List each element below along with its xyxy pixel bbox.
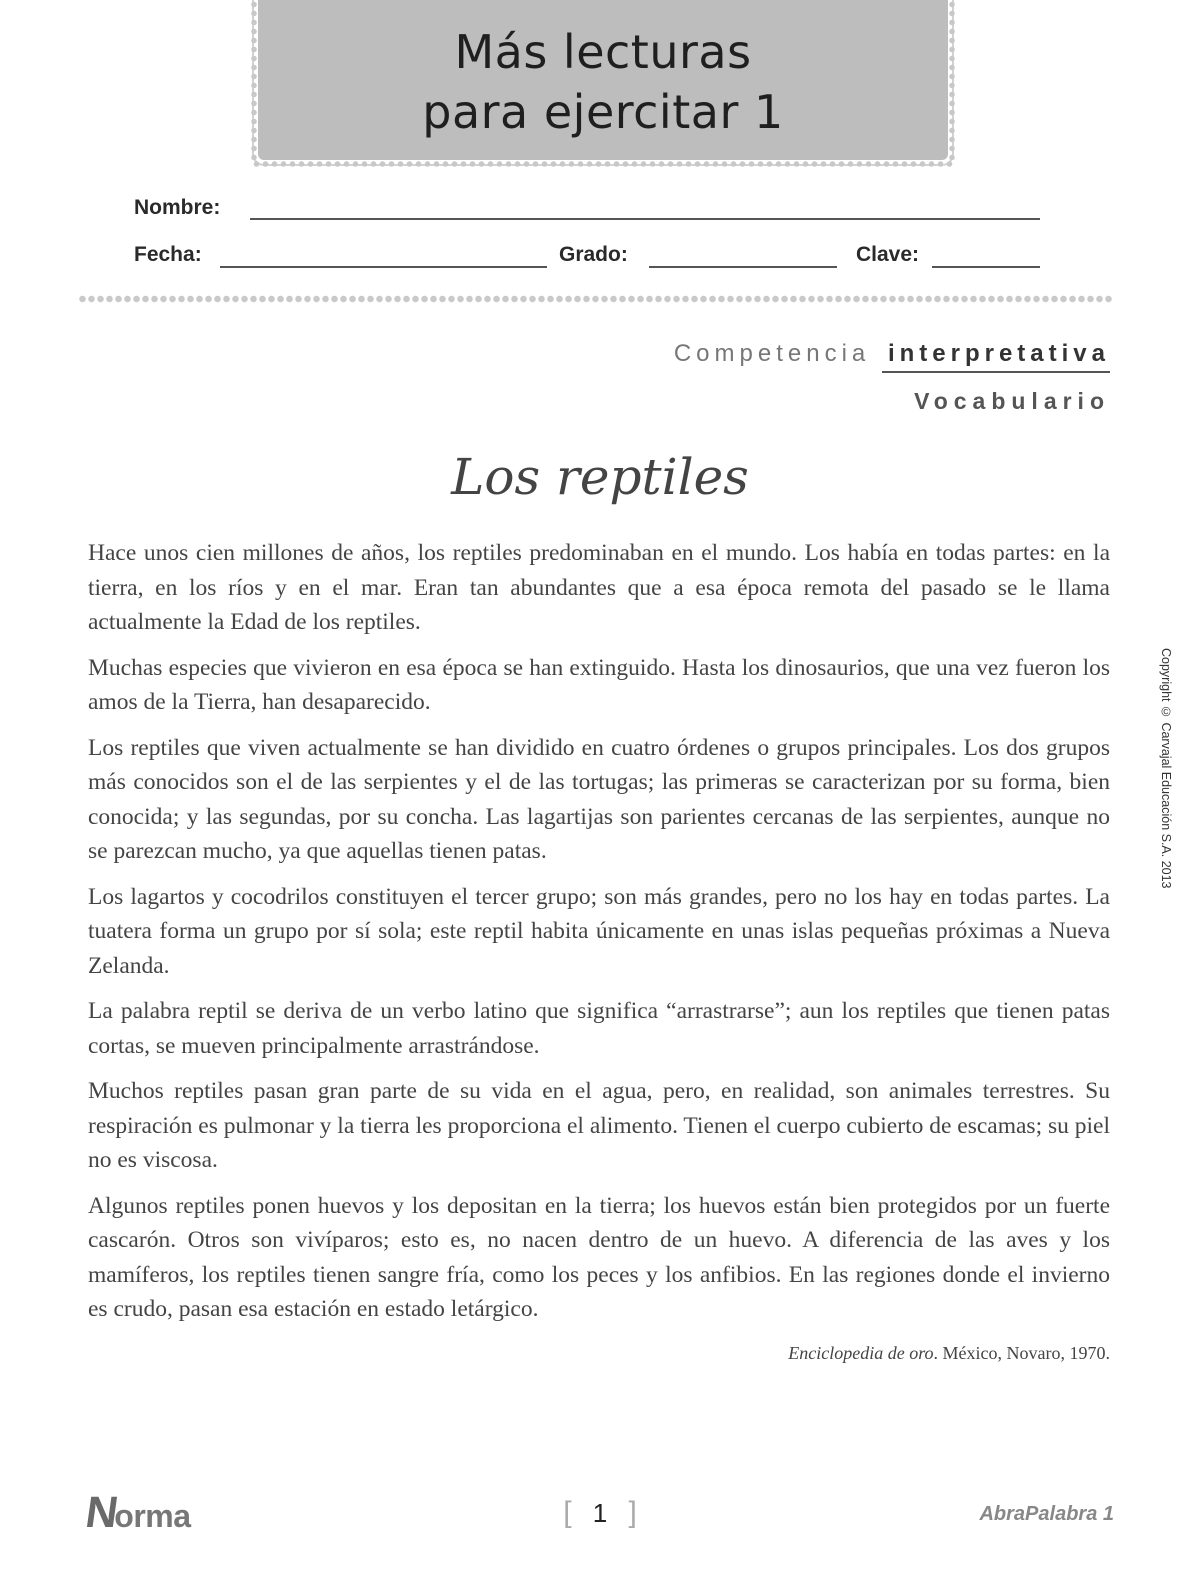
paragraph: Muchas especies que vivieron en esa época se han extinguido. Hasta los dinosaurios, que una vez fueron los amos de la Tierra, han desaparecido. <box>88 654 1110 715</box>
worksheet-title <box>258 22 948 142</box>
norma-logo-text-visible: orma <box>114 1498 191 1534</box>
nombre-field[interactable] <box>250 218 1040 220</box>
grado-field[interactable] <box>649 266 837 268</box>
paragraph: Algunos reptiles ponen huevos y los depositan en la tierra; los huevos están bien protegidos por un fuerte cascarón. Otros son vivíparos; esto es, no nacen dentro de un huevo. A diferencia de las aves y los mamíferos, los reptiles tienen sangre fría, como los peces y los anfibios. En las regiones donde el invierno es crudo, pasan esa estación en estado letárgico. <box>88 1192 1110 1322</box>
competencia-prefix: Competencia <box>673 340 871 367</box>
abrapalabra-brand: AbraPalabra 1 <box>979 1503 1114 1525</box>
reading-title: Los reptiles <box>451 448 749 506</box>
competencia-area: Vocabulario <box>914 388 1110 414</box>
fecha-label: Fecha: <box>134 243 202 266</box>
paragraph: Muchos reptiles pasan gran parte de su vida en el agua, pero, en realidad, son animales terrestres. Su respiración es pulmonar y la tierra les proporciona el alimento. Tienen el cuerpo cubierto de escamas; su piel no es viscosa. <box>88 1078 1110 1173</box>
copyright-notice: Copyright © Carvajal Educación S.A. 2013 <box>1159 648 1173 889</box>
competencia-type: interpretativa <box>882 340 1110 373</box>
source-details: . México, Novaro, 1970. <box>933 1343 1110 1363</box>
source-title: Enciclopedia de oro <box>788 1343 934 1363</box>
worksheet-title-line-1: Más lecturas <box>454 25 752 79</box>
dotted-separator <box>78 295 1114 303</box>
paragraph: Hace unos cien millones de años, los reptiles predominaban en el mundo. Los había en todas partes: en la tierra, en los ríos y en el mar. Eran tan abundantes que a esa época remota del pasado se le llama actualmente la Edad de los reptiles. <box>88 540 1110 635</box>
norma-logo-mark: N <box>82 1488 121 1537</box>
competencia-heading <box>674 340 1110 368</box>
page-bracket-open: [ <box>563 1496 572 1529</box>
page-bracket-close: ] <box>628 1496 637 1529</box>
worksheet-title-line-2: para ejercitar 1 <box>422 85 784 139</box>
page-number-value: 1 <box>592 1498 608 1528</box>
paragraph: Los lagartos y cocodrilos constituyen el tercer grupo; son más grandes, pero no los hay en todas partes. La tuatera forma un grupo por sí sola; este reptil habita únicamente en unas islas pequeñas próximas a Nueva Zelanda. <box>88 883 1110 979</box>
clave-label: Clave: <box>856 243 920 266</box>
clave-field[interactable] <box>932 266 1040 268</box>
reading-body <box>88 536 1110 1338</box>
fecha-field[interactable] <box>220 266 547 268</box>
nombre-label: Nombre: <box>134 196 221 219</box>
title-banner <box>258 0 948 160</box>
grado-label: Grado: <box>559 243 628 266</box>
banner-dotted-edge <box>948 0 956 160</box>
paragraph: La palabra reptil se deriva de un verbo latino que significa “arrastrarse”; aun los reptiles que tienen patas cortas, se mueven principalmente arrastrándose. <box>88 998 1110 1059</box>
paragraph: Los reptiles que viven actualmente se han dividido en cuatro órdenes o grupos principales. Los dos grupos más conocidos son el de las serpientes y el de las tortugas; las primeras se caracterizan por su forma, bien conocida; y las segundas, por su concha. Las lagartijas son parientes cercanas de las serpientes, aunque no se parezcan mucho, ya que aquellas tienen patas. <box>88 734 1110 864</box>
source-citation <box>788 1343 1110 1364</box>
